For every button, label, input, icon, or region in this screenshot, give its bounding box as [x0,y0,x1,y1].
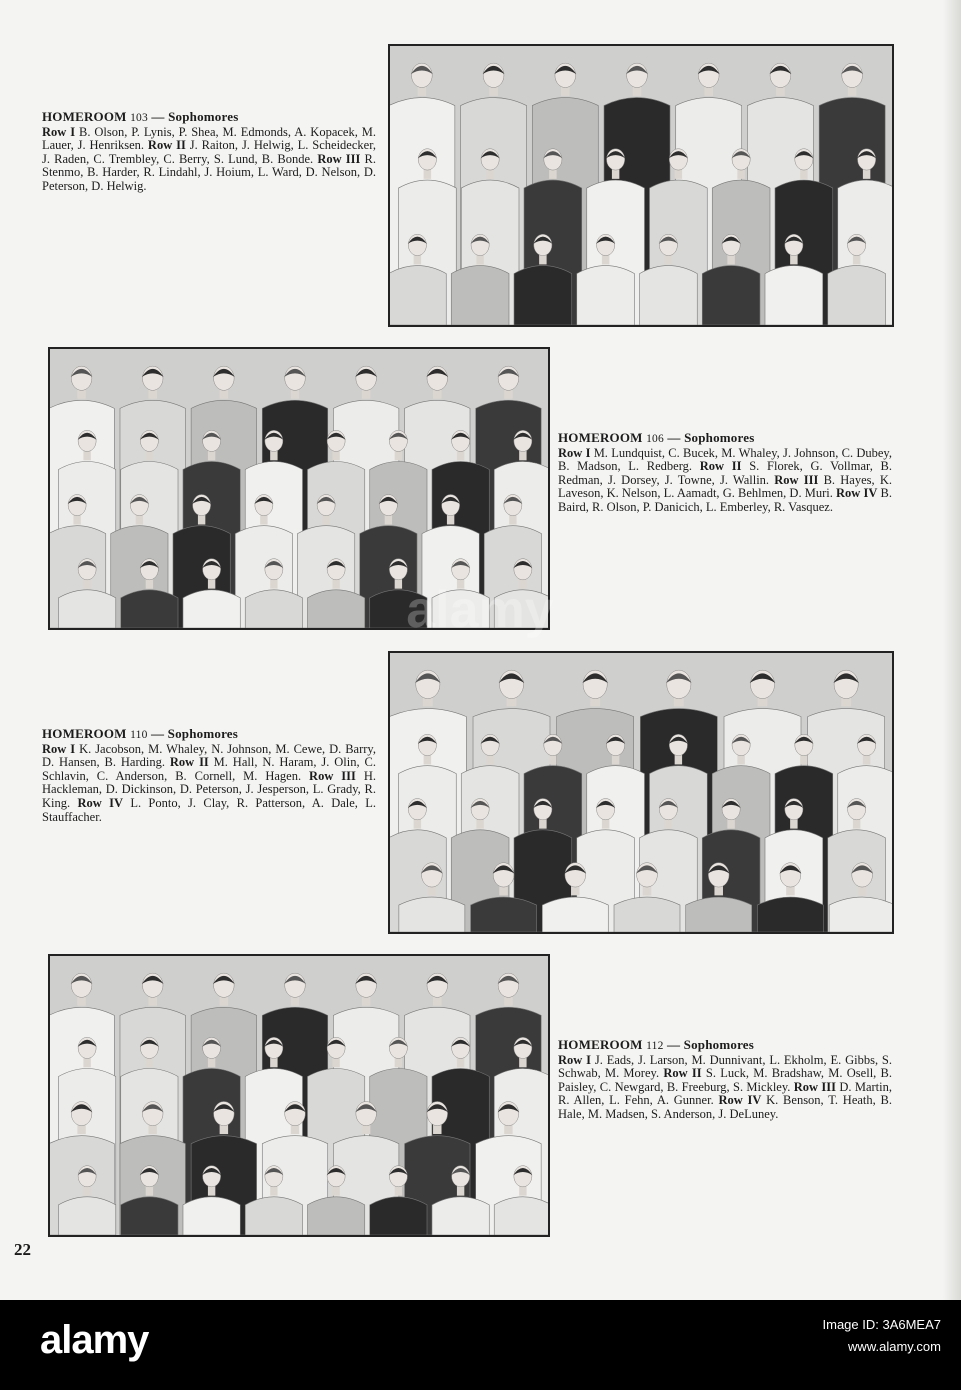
caption-homeroom-110 [42,727,376,824]
row-names: S. Luck, M. Bradshaw, M. Osell, B. Paisley, C. Newgard, B. Freeburg, S. Mickley. [558,1066,893,1094]
row-names: M. Lundquist, C. Bucek, M. Whaley, J. Johnson, C. Dubey, B. Madson, L. Redberg. [558,445,892,474]
row-label: Row I [42,741,76,756]
caption-homeroom-106 [558,431,892,515]
row-names: L. Ponto, J. Clay, R. Patterson, A. Dale, L. Stauffacher. [42,795,377,824]
row-names: S. Florek, G. Vollmar, B. Redman, J. Dorsey, J. Towne, J. Wallin. [558,459,892,487]
heading-dash: — [663,1037,684,1052]
heading-title: HOMEROOM [42,109,127,124]
heading-dash: — [147,109,169,124]
row-label: Row I [42,124,76,139]
row-label: Row III [317,151,361,166]
alamy-logo: alamy [40,1318,149,1362]
row-names: B. Olson, P. Lynis, P. Shea, M. Edmonds, A. Kopacek, M. Lauer, J. Henriksen. [42,124,376,153]
row-names: J. Eads, J. Larson, M. Dunnivant, L. Ekholm, E. Gibbs, S. Schwab, M. Morey. [558,1052,892,1081]
stock-footer-bar [0,1300,961,1390]
caption-homeroom-112 [558,1038,892,1122]
row-names: K. Benson, T. Heath, B. Hale, M. Madsen, S. Anderson, J. DeLuney. [558,1093,892,1121]
image-id-block [823,1314,942,1358]
room-number: 110 [130,729,148,741]
heading-title: HOMEROOM [42,726,127,741]
heading-title: HOMEROOM [558,430,643,445]
row-names: M. Hall, N. Haram, J. Olin, C. Schlavin, C. Anderson, B. Cornell, M. Hagen. [42,755,376,783]
row-names: B. Hayes, K. Laveson, K. Nelson, L. Aamadt, G. Behlmen, D. Muri. [558,472,892,501]
row-label: Row I [558,445,591,460]
row-names: R. Stenmo, B. Harder, R. Lindahl, J. Hoium, L. Ward, D. Nelson, D. Peterson, D. Helwig. [42,151,377,193]
class-photo-homeroom-103 [388,44,894,327]
grade-label: Sophomores [168,109,239,124]
room-number: 106 [646,433,664,445]
row-label: Row IV [718,1093,762,1108]
grade-label: Sophomores [684,430,755,445]
heading-dash: — [147,726,168,741]
room-number: 112 [646,1040,664,1052]
row-label: Row I [558,1052,592,1067]
row-names: D. Martin, R. Allen, L. Fehn, A. Gunner. [558,1079,892,1108]
row-label: Row IV [836,486,878,501]
caption-heading [42,110,376,126]
row-label: Row II [169,755,209,770]
watermark: alamy [406,581,554,639]
grade-label: Sophomores [683,1037,755,1052]
row-label: Row III [793,1079,836,1094]
heading-title: HOMEROOM [558,1037,643,1052]
row-label: Row II [663,1066,702,1081]
row-label: Row II [699,459,742,474]
caption-heading [558,431,892,447]
room-number: 103 [130,112,148,124]
row-names: H. Hackleman, D. Dickinson, D. Peterson, J. Jesperson, L. Grady, R. King. [42,768,376,810]
image-id: Image ID: 3A6MEA7 [822,1317,941,1332]
row-label: Row III [309,768,356,783]
row-names: J. Raiton, J. Helwig, L. Scheidecker, J. Raden, C. Trembley, C. Berry, S. Lund, B. Bonde. [42,138,376,166]
grade-label: Sophomores [167,726,239,741]
row-names: B. Baird, R. Olson, P. Danicich, L. Emberley, R. Vasquez. [558,486,892,514]
row-label: Row III [774,472,819,487]
row-label: Row IV [77,795,123,810]
site-url: www.alamy.com [848,1339,941,1354]
caption-homeroom-103 [42,110,376,194]
caption-heading [558,1038,892,1054]
row-names: K. Jacobson, M. Whaley, N. Johnson, M. Cewe, D. Barry, D. Hansen, B. Harding. [42,741,376,770]
caption-heading [42,727,376,743]
class-photo-homeroom-106 [48,347,550,630]
page-number: 22 [14,1240,31,1259]
class-photo-homeroom-110 [388,651,894,934]
heading-dash: — [663,430,685,445]
class-photo-homeroom-112 [48,954,550,1237]
page-edge-shadow [943,0,961,1300]
row-label: Row II [147,138,186,153]
